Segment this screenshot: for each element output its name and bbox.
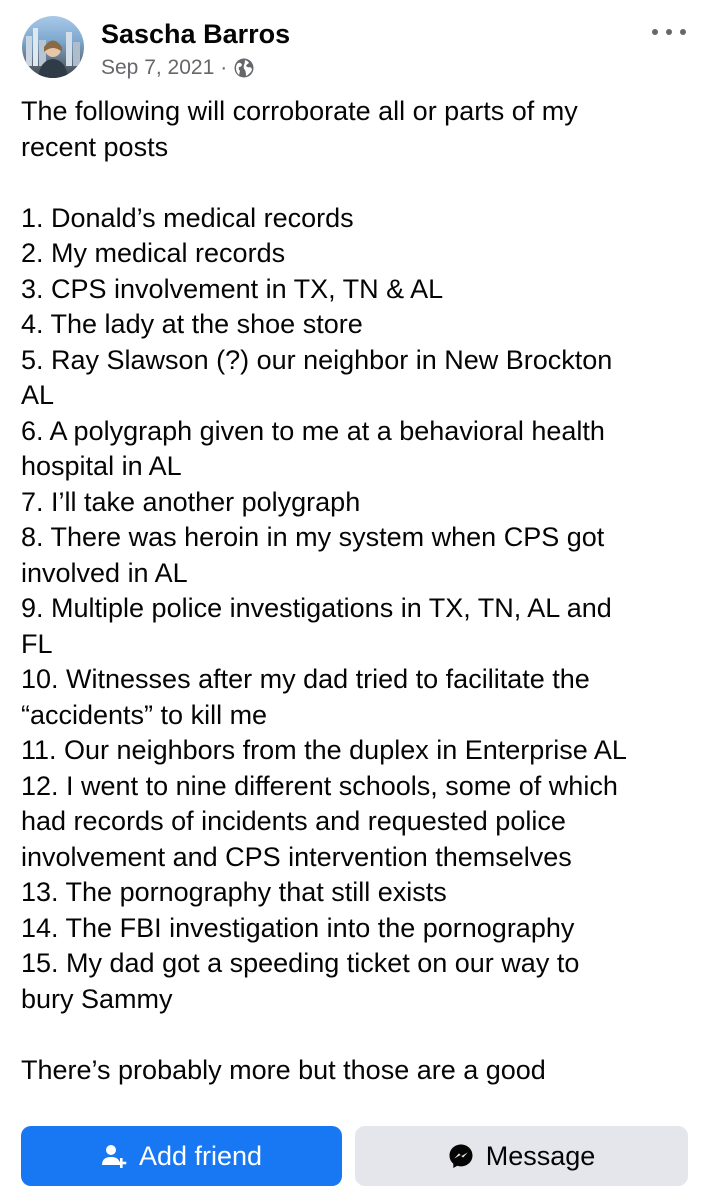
meta-separator: ·	[220, 56, 228, 79]
add-friend-icon	[101, 1143, 127, 1169]
avatar[interactable]	[22, 16, 84, 78]
author-name[interactable]: Sascha Barros	[101, 19, 291, 49]
post-text-line: The following will corroborate all or parts of my	[21, 96, 578, 126]
post-text-line: There’s probably more but those are a good	[21, 1054, 546, 1085]
profile-actions	[0, 1126, 710, 1188]
list-line: 7. I’ll take another polygraph	[21, 486, 361, 517]
list-line: AL	[21, 380, 55, 410]
more-dot	[680, 29, 686, 35]
post-text-line: recent posts	[21, 131, 169, 162]
paragraph-gap	[21, 165, 701, 201]
post-body	[21, 94, 701, 1088]
list-line: 15. My dad got a speeding ticket on our way to	[21, 948, 580, 978]
list-line: 1. Donald’s medical records	[21, 202, 354, 233]
list-line: 2. My medical records	[21, 238, 286, 268]
post-date[interactable]: Sep 7, 2021	[101, 56, 215, 79]
list-line: had records of incidents and requested police	[21, 806, 566, 836]
list-line: 12. I went to nine different schools, some of which	[21, 770, 618, 801]
list-line: involved in AL	[21, 557, 188, 588]
add-friend-button[interactable]	[21, 1126, 342, 1186]
list-line: 13. The pornography that still exists	[21, 877, 447, 907]
message-button[interactable]	[355, 1126, 688, 1186]
messenger-icon	[448, 1143, 474, 1169]
message-label: Message	[485, 1140, 596, 1171]
list-line: involvement and CPS intervention themselves	[21, 841, 572, 872]
list-line: 14. The FBI investigation into the pornography	[21, 912, 575, 943]
add-friend-label: Add friend	[138, 1140, 263, 1171]
list-line: 4. The lady at the shoe store	[21, 309, 363, 339]
list-line: 9. Multiple police investigations in TX, TN, AL and	[21, 593, 612, 623]
list-line: 6. A polygraph given to me at a behavioral health	[21, 415, 605, 446]
list-line: 5. Ray Slawson (?) our neighbor in New Brockton	[21, 344, 613, 375]
list-line: “accidents” to kill me	[21, 699, 268, 730]
list-line: FL	[21, 628, 53, 659]
more-dot	[666, 29, 672, 35]
post-header	[0, 0, 710, 90]
paragraph-gap	[21, 1017, 701, 1053]
list-line: 11. Our neighbors from the duplex in Enterprise AL	[21, 735, 627, 765]
list-line: bury Sammy	[21, 983, 173, 1014]
list-line: 10. Witnesses after my dad tried to facilitate the	[21, 664, 590, 694]
globe-icon	[233, 57, 255, 79]
more-options-icon[interactable]	[652, 22, 686, 42]
list-line: 8. There was heroin in my system when CPS got	[21, 522, 605, 552]
post-meta	[101, 54, 255, 82]
more-dot	[652, 29, 658, 35]
list-line: 3. CPS involvement in TX, TN & AL	[21, 273, 444, 304]
list-line: hospital in AL	[21, 451, 182, 481]
